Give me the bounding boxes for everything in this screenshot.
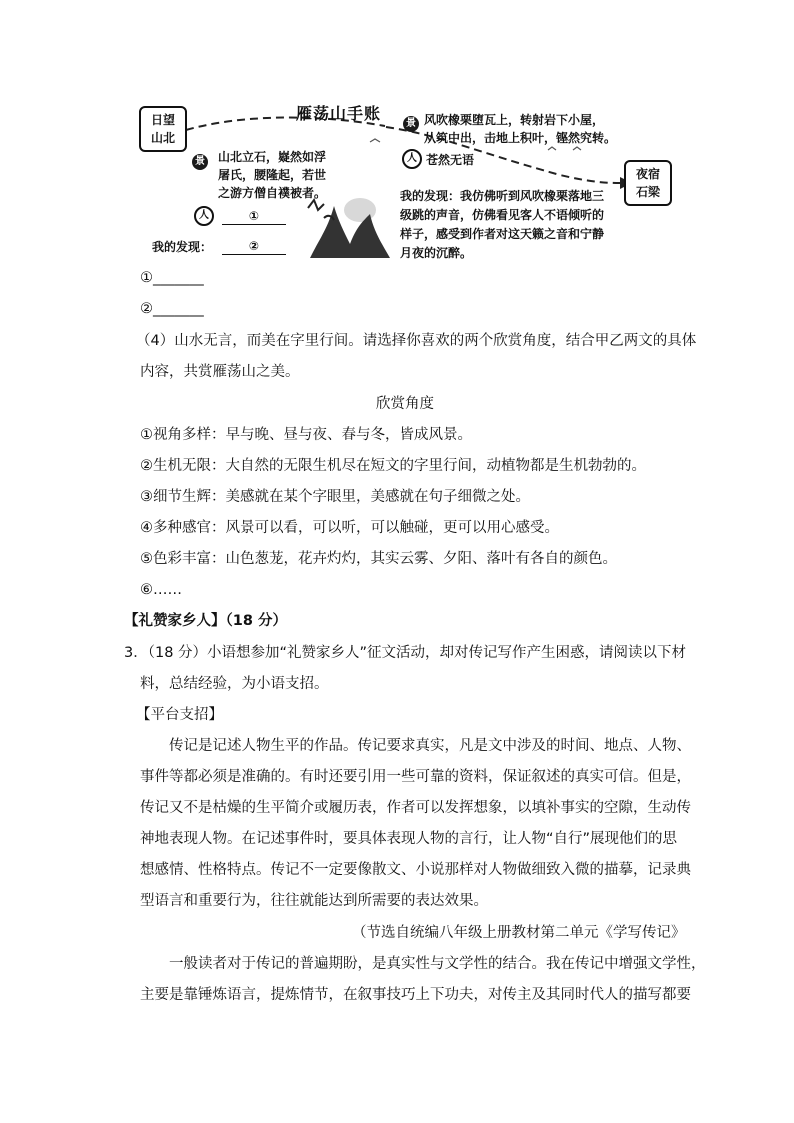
left-jing-line-1: 山北立石，嶷然如浮 — [218, 150, 327, 164]
left-jing-badge: 景 — [192, 154, 208, 170]
end-box-line-1: 夜宿 — [635, 167, 660, 181]
right-jing-badge: 景 — [403, 116, 419, 132]
q3-para1-line-3: 传记又不是枯燥的生平简介或履历表，作者可以发挥想象，以填补事实的空隙，生动传 — [140, 800, 691, 816]
answer-line-1: ①_______ — [140, 270, 204, 286]
left-blank-1: ① — [222, 208, 286, 225]
route-path — [0, 0, 794, 280]
right-discovery-line-3: 样子，感受到作者对这天籁之音和宁静 — [400, 227, 605, 241]
end-box-line-2: 石梁 — [635, 185, 660, 199]
q4-heading: 欣赏角度 — [376, 396, 434, 412]
q3-sub-heading: 【平台支招】 — [136, 707, 223, 723]
q3-para1-line-2: 事件等都必须是准确的。有时还要引用一些可靠的资料，保证叙述的真实可信。但是， — [140, 769, 691, 785]
start-box-line-2: 山北 — [150, 131, 175, 145]
figure-title: 雁荡山手账 — [296, 104, 382, 123]
right-discovery-text — [400, 187, 604, 263]
q4-item-6: ⑥…… — [140, 582, 182, 598]
right-discovery-line-4: 月夜的沉醉。 — [400, 246, 473, 260]
answer-line-2: ②_______ — [140, 301, 204, 317]
q3-para1-line-1: 传记是记述人物生平的作品。传记要求真实，凡是文中涉及的时间、地点、人物、 — [169, 738, 691, 754]
left-blank-2: ② — [222, 238, 286, 255]
q3-para2-line-2: 主要是靠锤炼语言，提炼情节，在叙事技巧上下功夫，对传主及其同时代人的描写都要 — [140, 987, 691, 1003]
right-jing-text — [424, 111, 616, 147]
right-jing-line-1: 风吹橡栗堕瓦上，转射岩下小屋， — [424, 113, 605, 127]
end-box — [624, 160, 672, 206]
right-ren-badge: 人 — [402, 149, 422, 169]
left-jing-line-2: 屠氏，腰隆起，若世 — [218, 168, 327, 182]
section-title: 【礼赞家乡人】（18 分） — [124, 613, 287, 629]
q4-item-2: ②生机无限：大自然的无限生机尽在短文的字里行间，动植物都是生机勃勃的。 — [140, 458, 646, 474]
q3-paragraph-2 — [140, 954, 706, 1016]
left-jing-line-3: 之游方僧自襆被者。 — [218, 186, 327, 200]
q3-line-2: 料，总结经验，为小语支招。 — [140, 676, 329, 692]
right-discovery-line-1: 我的发现：我仿佛听到风吹橡栗落地三 — [400, 189, 605, 203]
q4-item-3: ③细节生辉：美感就在某个字眼里，美感就在句子细微之处。 — [140, 489, 530, 505]
q3-para1-line-6: 型语言和重要行为，往往就能达到所需要的表达效果。 — [140, 893, 488, 909]
q3-para1-line-5: 想感情、性格特点。传记不一定要像散文、小说那样对人物做细致入微的描摹，记录典 — [140, 862, 691, 878]
q4-line-1: （4）山水无言，而美在字里行间。请选择你喜欢的两个欣赏角度，结合甲乙两文的具体 — [136, 333, 697, 349]
ink-painting-image — [300, 188, 392, 266]
q3-paragraph-1 — [140, 736, 691, 922]
start-box — [139, 106, 187, 152]
q3-para1-line-4: 神地表现人物。在记述事件时，要具体表现人物的言行，让人物“自行”展现他们的思 — [140, 831, 678, 847]
q3-line-1: 3．（18 分）小语想参加“礼赞家乡人”征文活动，却对传记写作产生困惑，请阅读以下材 — [124, 645, 687, 661]
q3-source: （节选自统编八年级上册教材第二单元《学写传记》 — [352, 925, 686, 941]
q3-para2-line-1: 一般读者对于传记的普遍期盼，是真实性与文学性的结合。我在传记中增强文学性， — [169, 956, 706, 972]
q4-line-2: 内容，共赏雁荡山之美。 — [140, 364, 300, 380]
left-ren-badge: 人 — [194, 206, 214, 226]
start-box-line-1: 日望 — [150, 113, 175, 127]
right-ren-text: 苍然无语 — [426, 153, 475, 167]
right-discovery-line-2: 级跳的声音，仿佛看见客人不语倾听的 — [400, 208, 605, 222]
q4-item-1: ①视角多样：早与晚、昼与夜、春与冬，皆成风景。 — [140, 427, 472, 443]
q4-item-5: ⑤色彩丰富：山色葱茏，花卉灼灼，其实云雾、夕阳、落叶有各自的颜色。 — [140, 551, 617, 567]
left-discovery-label: 我的发现： — [152, 240, 213, 254]
q4-item-4: ④多种感官：风景可以看，可以听，可以触碰，更可以用心感受。 — [140, 520, 559, 536]
right-jing-line-2: 从筑中出，击地上积叶，铿然究转。 — [424, 131, 617, 145]
